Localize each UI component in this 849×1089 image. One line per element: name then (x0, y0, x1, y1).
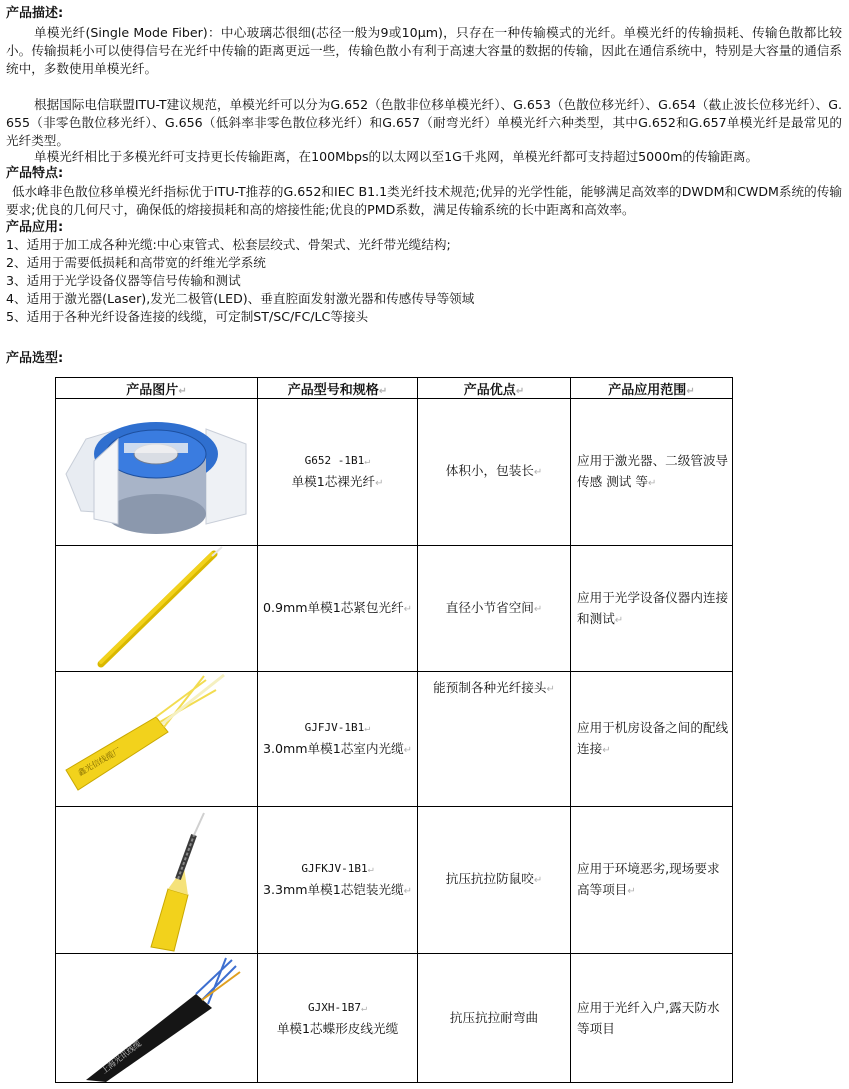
header-model: 产品型号和规格↵ (258, 378, 418, 399)
model-cell: 0.9mm单模1芯紧包光纤↵ (258, 546, 418, 672)
description-paragraph-2: 根据国际电信联盟ITU-T建议规范，单模光纤可以分为G.652（色散非位移单模光纤）、G.653（色散位移光纤）、G.654（截止波长位移光纤）、G.655（非零色散位移光纤）、G.656（低斜率非零色散位移光纤）和G.657（耐弯光纤）单模光纤六种类型，其中G.652和G.657单模光纤是最常见的光纤类型。 (6, 97, 842, 148)
table-header-row (56, 378, 733, 399)
description-paragraph-3: 单模光纤相比于多模光纤可支持更长传输距离，在100Mbps的以太网以至1G千兆网，单模光纤都可支持超过5000m的传输距离。 (34, 149, 759, 164)
header-image: 产品图片↵ (56, 378, 258, 399)
list-item: 3、适用于光学设备仪器等信号传输和测试 (6, 273, 241, 288)
list-item: 2、适用于需要低损耗和高带宽的纤维光学系统 (6, 255, 266, 270)
advantage-cell: 抗压抗拉耐弯曲 (418, 954, 571, 1083)
application-cell: 应用于光纤入户,露天防水等项目 (571, 954, 733, 1083)
application-cell: 应用于机房设备之间的配线连接↵ (571, 672, 733, 807)
advantage-cell: 直径小节省空间↵ (418, 546, 571, 672)
applications-heading: 产品应用: (6, 220, 64, 235)
cable-print-label: 上海光讯线缆 (99, 1038, 144, 1076)
features-paragraph: 低水峰非色散位移单模光纤指标优于ITU-T推荐的G.652和IEC B1.1类光纤技术规范;优异的光学性能，能够满足高效率的DWDM和CWDM系统的传输要求;优良的几何尺寸，确保低的熔接损耗和高的熔接性能;优良的PMD系数，满足传输系统的长中距离和高效率。 (6, 184, 842, 217)
table-row (56, 954, 733, 1083)
advantage-cell: 能预制各种光纤接头↵ (418, 672, 571, 807)
product-selection-table (55, 377, 733, 1083)
application-cell: 应用于激光器、二级管波导传感 测试 等↵ (571, 399, 733, 546)
description-paragraph-1: 单模光纤(Single Mode Fiber)：中心玻璃芯很细(芯径一般为9或10μm)，只存在一种传输模式的光纤。单模光纤的传输损耗、传输色散都比较小。传输损耗小可以使得信号在光纤中传输的距离更远一些，传输色散小有利于高速大容量的数据的传输，因此在通信系统中，特别是大容量的通信系统中，多数使用单模光纤。 (6, 25, 842, 76)
table-row (56, 672, 733, 807)
product-image-cell (56, 672, 258, 807)
model-cell: G652 -1B1↵ 单模1芯裸光纤↵ (258, 399, 418, 546)
product-image-cell (56, 954, 258, 1083)
product-image-cell (56, 807, 258, 954)
header-application: 产品应用范围↵ (571, 378, 733, 399)
advantage-cell: 抗压抗拉防鼠咬↵ (418, 807, 571, 954)
model-cell: GJXH-1B7↵ 单模1芯蝶形皮线光缆 (258, 954, 418, 1083)
description-heading: 产品描述: (6, 6, 64, 21)
list-item: 5、适用于各种光纤设备连接的线缆，可定制ST/SC/FC/LC等接头 (6, 309, 369, 324)
product-image-cell (56, 546, 258, 672)
tight-buffer-fiber-image (56, 546, 258, 671)
model-cell: GJFKJV-1B1↵ 3.3mm单模1芯铠装光缆↵ (258, 807, 418, 954)
table-row (56, 399, 733, 546)
selection-heading: 产品选型: (6, 351, 64, 366)
product-image-cell (56, 399, 258, 546)
fiber-spool-image (56, 399, 258, 545)
drop-cable-image (56, 954, 258, 1082)
list-item: 4、适用于激光器(Laser),发光二极管(LED)、垂直腔面发射激光器和传感传导等领域 (6, 291, 475, 306)
application-cell: 应用于光学设备仪器内连接和测试↵ (571, 546, 733, 672)
model-cell: GJFJV-1B1↵ 3.0mm单模1芯室内光缆↵ (258, 672, 418, 807)
cable-print-label: 鑫光信线缆厂 (76, 745, 123, 778)
armored-cable-image (56, 807, 258, 953)
features-heading: 产品特点: (6, 166, 64, 181)
header-advantage: 产品优点↵ (418, 378, 571, 399)
list-item: 1、适用于加工成各种光缆:中心束管式、松套层绞式、骨架式、光纤带光缆结构; (6, 237, 451, 252)
advantage-cell: 体积小，包装长↵ (418, 399, 571, 546)
indoor-cable-image (56, 672, 258, 806)
applications-list (6, 236, 842, 326)
table-row (56, 546, 733, 672)
application-cell: 应用于环境恶劣,现场要求高等项目↵ (571, 807, 733, 954)
table-row (56, 807, 733, 954)
